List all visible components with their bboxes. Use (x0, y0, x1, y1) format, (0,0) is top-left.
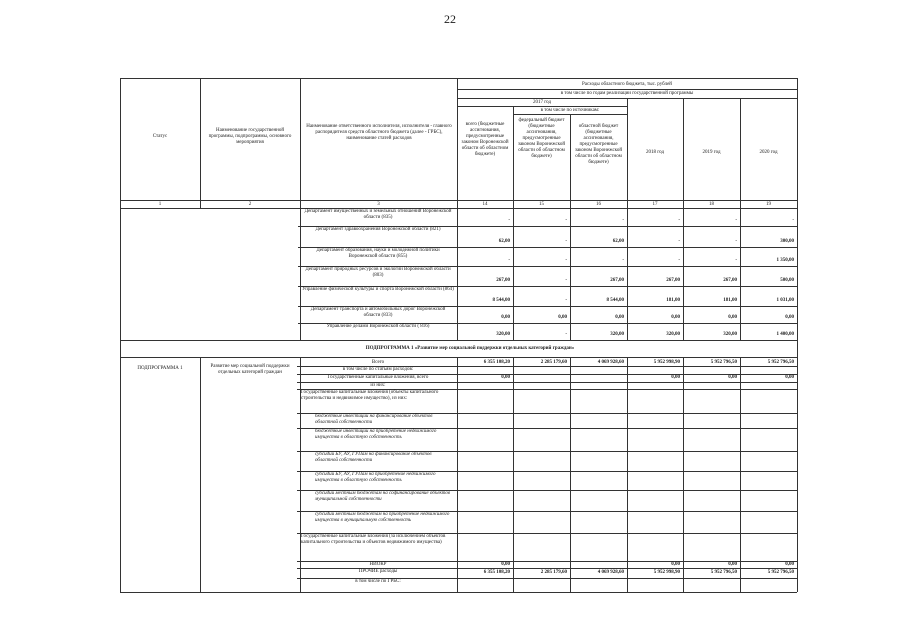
header-regional: областной бюджет (бюджетные ассигнования, предусмотренные законом Воронежской области об областном бюджете) (574, 124, 623, 165)
col-num: 18 (709, 202, 714, 207)
row-label: субсидии местным бюджетам на софинансирование объектов муниципальной собственности (315, 491, 451, 502)
table-cell-value: 2 285 179,60 (540, 360, 567, 365)
header-executor: Наименование ответственного исполнителя, исполнителя - главного распорядителя средств областного бюджета (далее - ГРБС), наименование статей расходов (306, 124, 452, 141)
row-label: субсидии местным бюджетам на приобретение недвижимого имущества в муниципальную собственность (315, 512, 450, 523)
table-cell-value: 4 069 928,60 (597, 360, 624, 365)
table-cell-value: 500,00 (780, 278, 794, 283)
subprogram-name: Развитие мер социальной поддержки отдельных категорий граждан (210, 364, 290, 375)
table-cell-value: 5 952 796,50 (767, 360, 794, 365)
department-name: Департамент имущественных и земельных отношений Воронежской области (835) (304, 209, 452, 220)
table-cell-value: 320,00 (610, 332, 624, 337)
table-cell-value: 267,00 (723, 278, 737, 283)
table-cell-value: 0,00 (615, 315, 624, 320)
row-label: в том числе по статьям расходов: (342, 367, 414, 372)
table-cell-value: 62,00 (612, 239, 624, 244)
subprogram-status: ПОДПРОГРАММА 1 (137, 366, 183, 371)
table-cell-value: - (622, 258, 624, 263)
table-cell-value: 1 350,00 (776, 258, 794, 263)
table-cell-value: 62,00 (498, 239, 510, 244)
row-label: субсидии БУ, АУ, ГУПам на приобретение недвижимого имущества в областную собственность (315, 472, 436, 483)
table-cell-value: - (565, 239, 567, 244)
header-2019: 2019 год (702, 150, 721, 155)
col-num: 3 (377, 202, 380, 207)
table-cell-value: 0,00 (785, 562, 794, 567)
table-cell-value: - (792, 218, 794, 223)
table-cell-value: 5 952 998,90 (653, 360, 680, 365)
table-cell-value: 0,00 (501, 375, 510, 380)
row-label: из них: (370, 383, 386, 388)
table-cell-value: 1 400,00 (776, 332, 794, 337)
table-cell-value: 0,00 (785, 315, 794, 320)
header-total: всего (бюджетные ассигнования, предусмотренные законом Воронежской области об областном бюджете) (461, 122, 509, 157)
department-name: Департамент транспорта и автомобильных дорог Воронежской области (833) (310, 307, 446, 318)
table-cell-value: 6 355 108,20 (483, 360, 510, 365)
row-label: Государственные капитальные вложения, всего (327, 375, 429, 380)
table-cell-value: - (678, 239, 680, 244)
table-cell-value: 0,00 (728, 562, 737, 567)
table-cell-value: 0,00 (671, 375, 680, 380)
table-cell-value: 0,00 (671, 315, 680, 320)
col-num: 2 (248, 202, 252, 207)
table-cell-value: - (622, 218, 624, 223)
header-federal: федеральный бюджет (бюджетные ассигнования, предусмотренные законом Воронежской области об областном бюджете) (517, 118, 566, 159)
table-cell-value: - (565, 258, 567, 263)
row-label: субсидии БУ, АУ, ГУПам на финансирование объектов областной собственности (315, 452, 432, 463)
table-cell-value: 0,00 (501, 562, 510, 567)
row-label: бюджетные инвестиции на финансирование объектов областной собственности (315, 414, 433, 425)
table-cell-value: - (565, 298, 567, 303)
table-cell-value: 5 952 796,50 (767, 570, 794, 575)
row-label: Государственные капитальные вложения (за исключением объектов капитального строительства и объектов недвижимого имущества) (301, 534, 446, 545)
table-cell-value: 4 069 928,60 (597, 570, 624, 575)
row-label: бюджетные инвестиции на приобретение недвижимого имущества в областную собственность (315, 429, 437, 440)
header-by-years: в том числе по годам реализации государственной программы (560, 91, 694, 96)
table-cell-value: - (735, 239, 737, 244)
table-cell-value: - (735, 218, 737, 223)
table-cell-value: 300,00 (780, 239, 794, 244)
department-name: Департамент образования, науки и молодежной политики Воронежской области (855) (316, 248, 440, 259)
col-num: 17 (652, 202, 658, 207)
col-num: 16 (596, 202, 601, 207)
table-cell-value: 0,00 (501, 315, 510, 320)
table-cell-value: 8 544,00 (492, 298, 510, 303)
row-label: Всего (371, 360, 385, 365)
table-cell-value: 267,00 (496, 278, 510, 283)
row-label: Государственные капитальные вложения (объекты капитального строительства и недвижимое имущество), из них: (301, 390, 439, 401)
table-cell-value: 5 952 998,90 (653, 570, 680, 575)
table-cell-value: 0,00 (728, 375, 737, 380)
table-cell-value: - (565, 218, 567, 223)
col-num: 19 (766, 202, 771, 207)
table-cell-value: 0,00 (785, 375, 794, 380)
header-expenses-title: Расходы областного бюджета, тыс. рублей (582, 82, 672, 87)
header-status: Статус (152, 134, 168, 139)
table-cell-value: 320,00 (666, 332, 680, 337)
table-cell-value: 181,00 (723, 298, 737, 303)
subprogram-title: ПОДПРОГРАММА 1 «Развитие мер социальной поддержки отдельных категорий граждан» (365, 346, 575, 351)
row-label: НИОКР (369, 562, 387, 567)
table-cell-value: - (565, 278, 567, 283)
row-label: ПРОЧИЕ расходы (358, 569, 398, 574)
table-cell-value: 181,00 (666, 298, 680, 303)
table-cell-value: 0,00 (671, 562, 680, 567)
col-num: 14 (482, 202, 488, 207)
table-cell-value: 5 952 796,50 (710, 360, 737, 365)
department-name: Управление физической культуры и спорта Воронежской области (864) (302, 287, 454, 292)
col-num: 15 (539, 202, 544, 207)
header-2020: 2020 год (759, 150, 778, 155)
table-cell-value: - (565, 332, 567, 337)
table-cell-value: 2 285 179,60 (540, 570, 567, 575)
header-program-name: Наименование государственной программы, подпрограммы, основного мероприятия (208, 128, 292, 145)
department-name: Департамент природных ресурсов и экологии Воронежской области (803) (305, 267, 451, 278)
page-number: 22 (444, 12, 456, 26)
table-cell-value: 320,00 (496, 332, 510, 337)
table-cell-value: 1 031,00 (776, 298, 794, 303)
table-cell-value: - (735, 258, 737, 263)
department-name: Управление делами Воронежской области ( 816) (326, 324, 430, 329)
header-year-2017: 2017 год (532, 100, 552, 105)
row-label: в том числе по ГРБС: (355, 579, 401, 584)
table-cell-value: 6 355 108,20 (483, 570, 510, 575)
table-cell-value: - (678, 218, 680, 223)
table-cell-value: - (508, 218, 510, 223)
table-cell-value: 8 544,00 (606, 298, 624, 303)
table-cell-value: 267,00 (610, 278, 624, 283)
table-cell-value: - (678, 258, 680, 263)
table-cell-value: 0,00 (558, 315, 567, 320)
department-name: Департамент здравоохранения Воронежской области (821) (315, 227, 441, 232)
table-cell-value: 267,00 (666, 278, 680, 283)
table-cell-value: 320,00 (723, 332, 737, 337)
col-num: 1 (158, 202, 162, 207)
header-by-sources: в том числе по источникам: (540, 108, 600, 113)
header-2018: 2018 год (645, 150, 665, 155)
table-cell-value: 0,00 (728, 315, 737, 320)
table-cell-value: - (508, 258, 510, 263)
table-cell-value: 5 952 796,50 (710, 570, 737, 575)
